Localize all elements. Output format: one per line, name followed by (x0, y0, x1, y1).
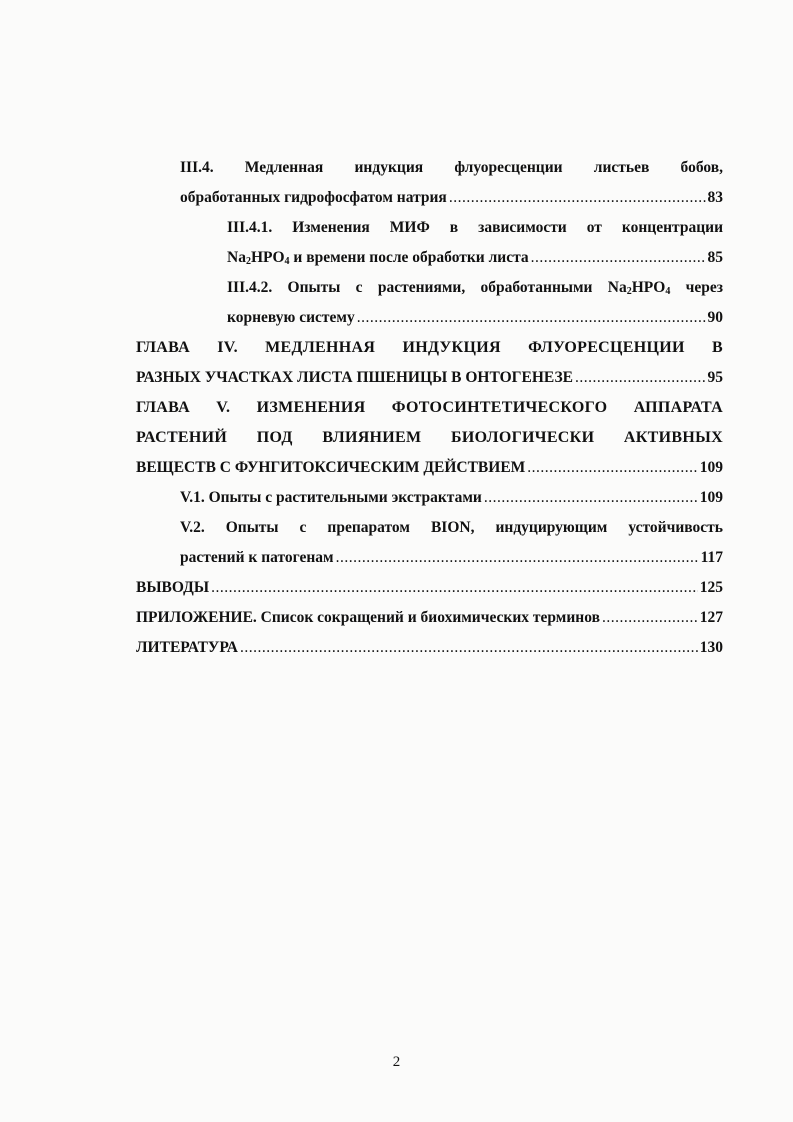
leader-dots (575, 363, 706, 393)
toc-entry-text: растений к патогенам (180, 549, 334, 566)
toc-entry-text: ВЕЩЕСТВ С ФУНГИТОКСИЧЕСКИМ ДЕЙСТВИЕМ (136, 459, 526, 476)
toc-page-number: 125 (699, 579, 723, 596)
leader-dots (527, 453, 697, 483)
toc-entry-iii-4-2[interactable] (227, 273, 723, 333)
toc-entry-text: ГЛАВА IV. МЕДЛЕННАЯ ИНДУКЦИЯ ФЛУОРЕСЦЕНЦИИ В (136, 339, 723, 356)
toc-entry-v-1[interactable] (180, 483, 723, 513)
leader-dots (357, 303, 706, 333)
toc-entry-chapter-iv[interactable] (136, 333, 723, 393)
toc-page-number: 85 (707, 249, 723, 266)
toc-entry-text: ГЛАВА V. ИЗМЕНЕНИЯ ФОТОСИНТЕТИЧЕСКОГО АППАРАТА (136, 399, 723, 416)
toc-entry-appendix[interactable] (136, 603, 723, 633)
leader-dots (240, 633, 698, 663)
leader-dots (484, 483, 698, 513)
toc-entry-text: РАСТЕНИЙ ПОД ВЛИЯНИЕМ БИОЛОГИЧЕСКИ АКТИВНЫХ (136, 429, 723, 446)
toc-entry-references[interactable] (136, 633, 723, 663)
toc-entry-conclusions[interactable] (136, 573, 723, 603)
table-of-contents (136, 153, 723, 663)
toc-page-number: 90 (707, 309, 723, 326)
toc-entry-text: III.4.1. Изменения МИФ в зависимости от концентрации (227, 219, 723, 236)
toc-entry-text: РАЗНЫХ УЧАСТКАХ ЛИСТА ПШЕНИЦЫ В ОНТОГЕНЕЗЕ (136, 369, 573, 386)
toc-page-number: 130 (699, 639, 723, 656)
toc-entry-chapter-v[interactable] (136, 393, 723, 483)
toc-entry-text: ПРИЛОЖЕНИЕ. Список сокращений и биохимических терминов (136, 609, 600, 626)
toc-entry-text: V.1. Опыты с растительными экстрактами (180, 489, 482, 506)
toc-page-number: 109 (699, 489, 723, 506)
toc-entry-text: корневую систему (227, 309, 355, 326)
toc-page-number: 109 (699, 459, 723, 476)
toc-page-number: 117 (700, 549, 723, 566)
toc-entry-text: $Na_2HPO_4$ и времени после обработки листа (227, 249, 529, 267)
toc-entry-iii-4[interactable] (180, 153, 723, 213)
toc-entry-text: ВЫВОДЫ (136, 579, 210, 596)
leader-dots (336, 543, 699, 573)
toc-entry-iii-4-1[interactable] (227, 213, 723, 273)
toc-entry-text: III.4. Медленная индукция флуоресценции листьев бобов, (180, 159, 723, 176)
toc-page-number: 127 (699, 609, 723, 626)
leader-dots (602, 603, 698, 633)
toc-entry-v-2[interactable] (180, 513, 723, 573)
leader-dots (531, 243, 706, 273)
leader-dots (211, 573, 698, 603)
toc-entry-text: ЛИТЕРАТУРА (136, 639, 238, 656)
toc-entry-text: обработанных гидрофосфатом натрия (180, 189, 447, 206)
toc-entry-text: V.2. Опыты с препаратом BION, индуцирующим устойчивость (180, 519, 723, 536)
toc-page-number: 83 (707, 189, 723, 206)
page-number: 2 (392, 1054, 401, 1070)
leader-dots (449, 183, 706, 213)
toc-entry-text: III.4.2. Опыты с растениями, обработанными $Na_2HPO_4$ через (227, 279, 723, 297)
toc-page-number: 95 (707, 369, 723, 386)
